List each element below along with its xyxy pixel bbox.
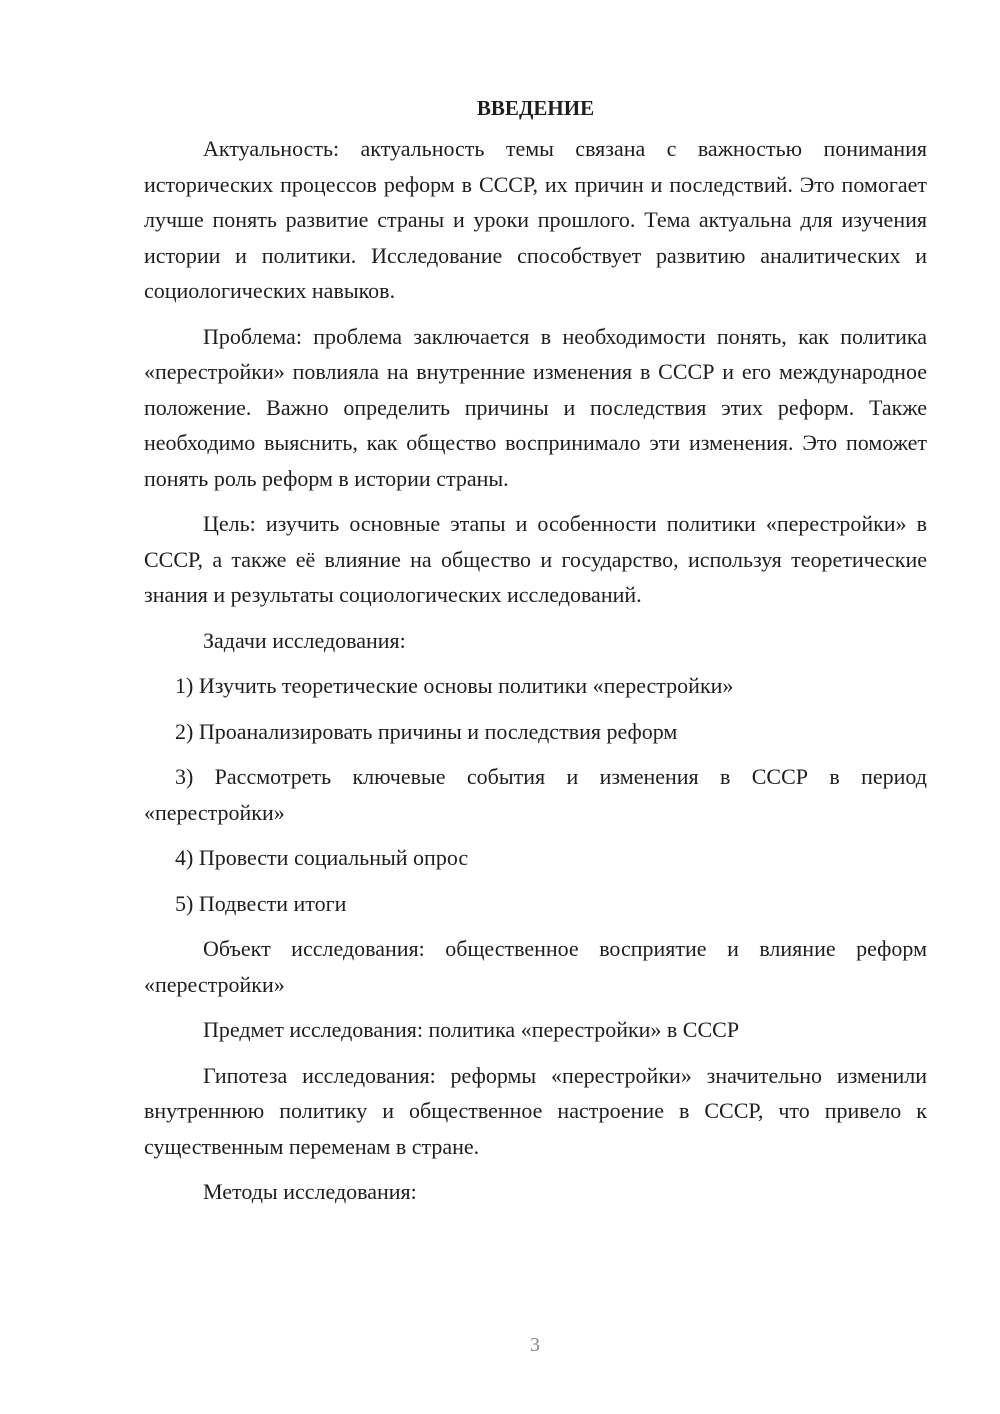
page-number: 3 — [530, 1334, 540, 1356]
task-item-5: 5) Подвести итоги — [175, 890, 347, 916]
methods-title: Методы исследования: — [203, 1179, 417, 1204]
task-item-3: 3) Рассмотреть ключевые события и изменения в СССР в период «перестройки» — [144, 764, 927, 825]
document-page — [144, 90, 927, 1220]
hypothesis-paragraph: Гипотеза исследования: реформы «перестройки» значительно изменили внутреннюю политику и общественное настроение в СССР, что привело к существенным переменам в стране. — [144, 1062, 927, 1159]
problem-paragraph: Проблема: проблема заключается в необходимости понять, как политика «перестройки» повлияла на внутренние изменения в СССР и его международное положение. Важно определить причины и последствия этих реформ. Также необходимо выяснить, как общество воспринимало эти изменения. Это поможет понять роль реформ в истории страны. — [144, 323, 927, 491]
subject-paragraph: Предмет исследования: политика «перестройки» в СССР — [203, 1017, 740, 1042]
task-item-1: 1) Изучить теоретические основы политики «перестройки» — [175, 673, 734, 698]
task-item-2: 2) Проанализировать причины и последствия реформ — [175, 718, 678, 744]
tasks-title: Задачи исследования: — [203, 627, 406, 653]
goal-paragraph: Цель: изучить основные этапы и особенности политики «перестройки» в СССР, а также её влияние на общество и государство, используя теоретические знания и результаты социологических исследований. — [144, 511, 927, 607]
object-paragraph: Объект исследования: общественное восприятие и влияние реформ «перестройки» — [144, 936, 927, 997]
task-item-4: 4) Провести социальный опрос — [175, 845, 469, 870]
relevance-paragraph: Актуальность: актуальность темы связана с важностью понимания исторических процессов реформ в СССР, их причин и последствий. Это помогает лучше понять развитие страны и уроки прошлого. Тема актуальна для изучения истории и политики. Исследование способствует развитию аналитических и социологических навыков. — [144, 136, 927, 303]
section-heading: ВВЕДЕНИЕ — [476, 96, 595, 120]
